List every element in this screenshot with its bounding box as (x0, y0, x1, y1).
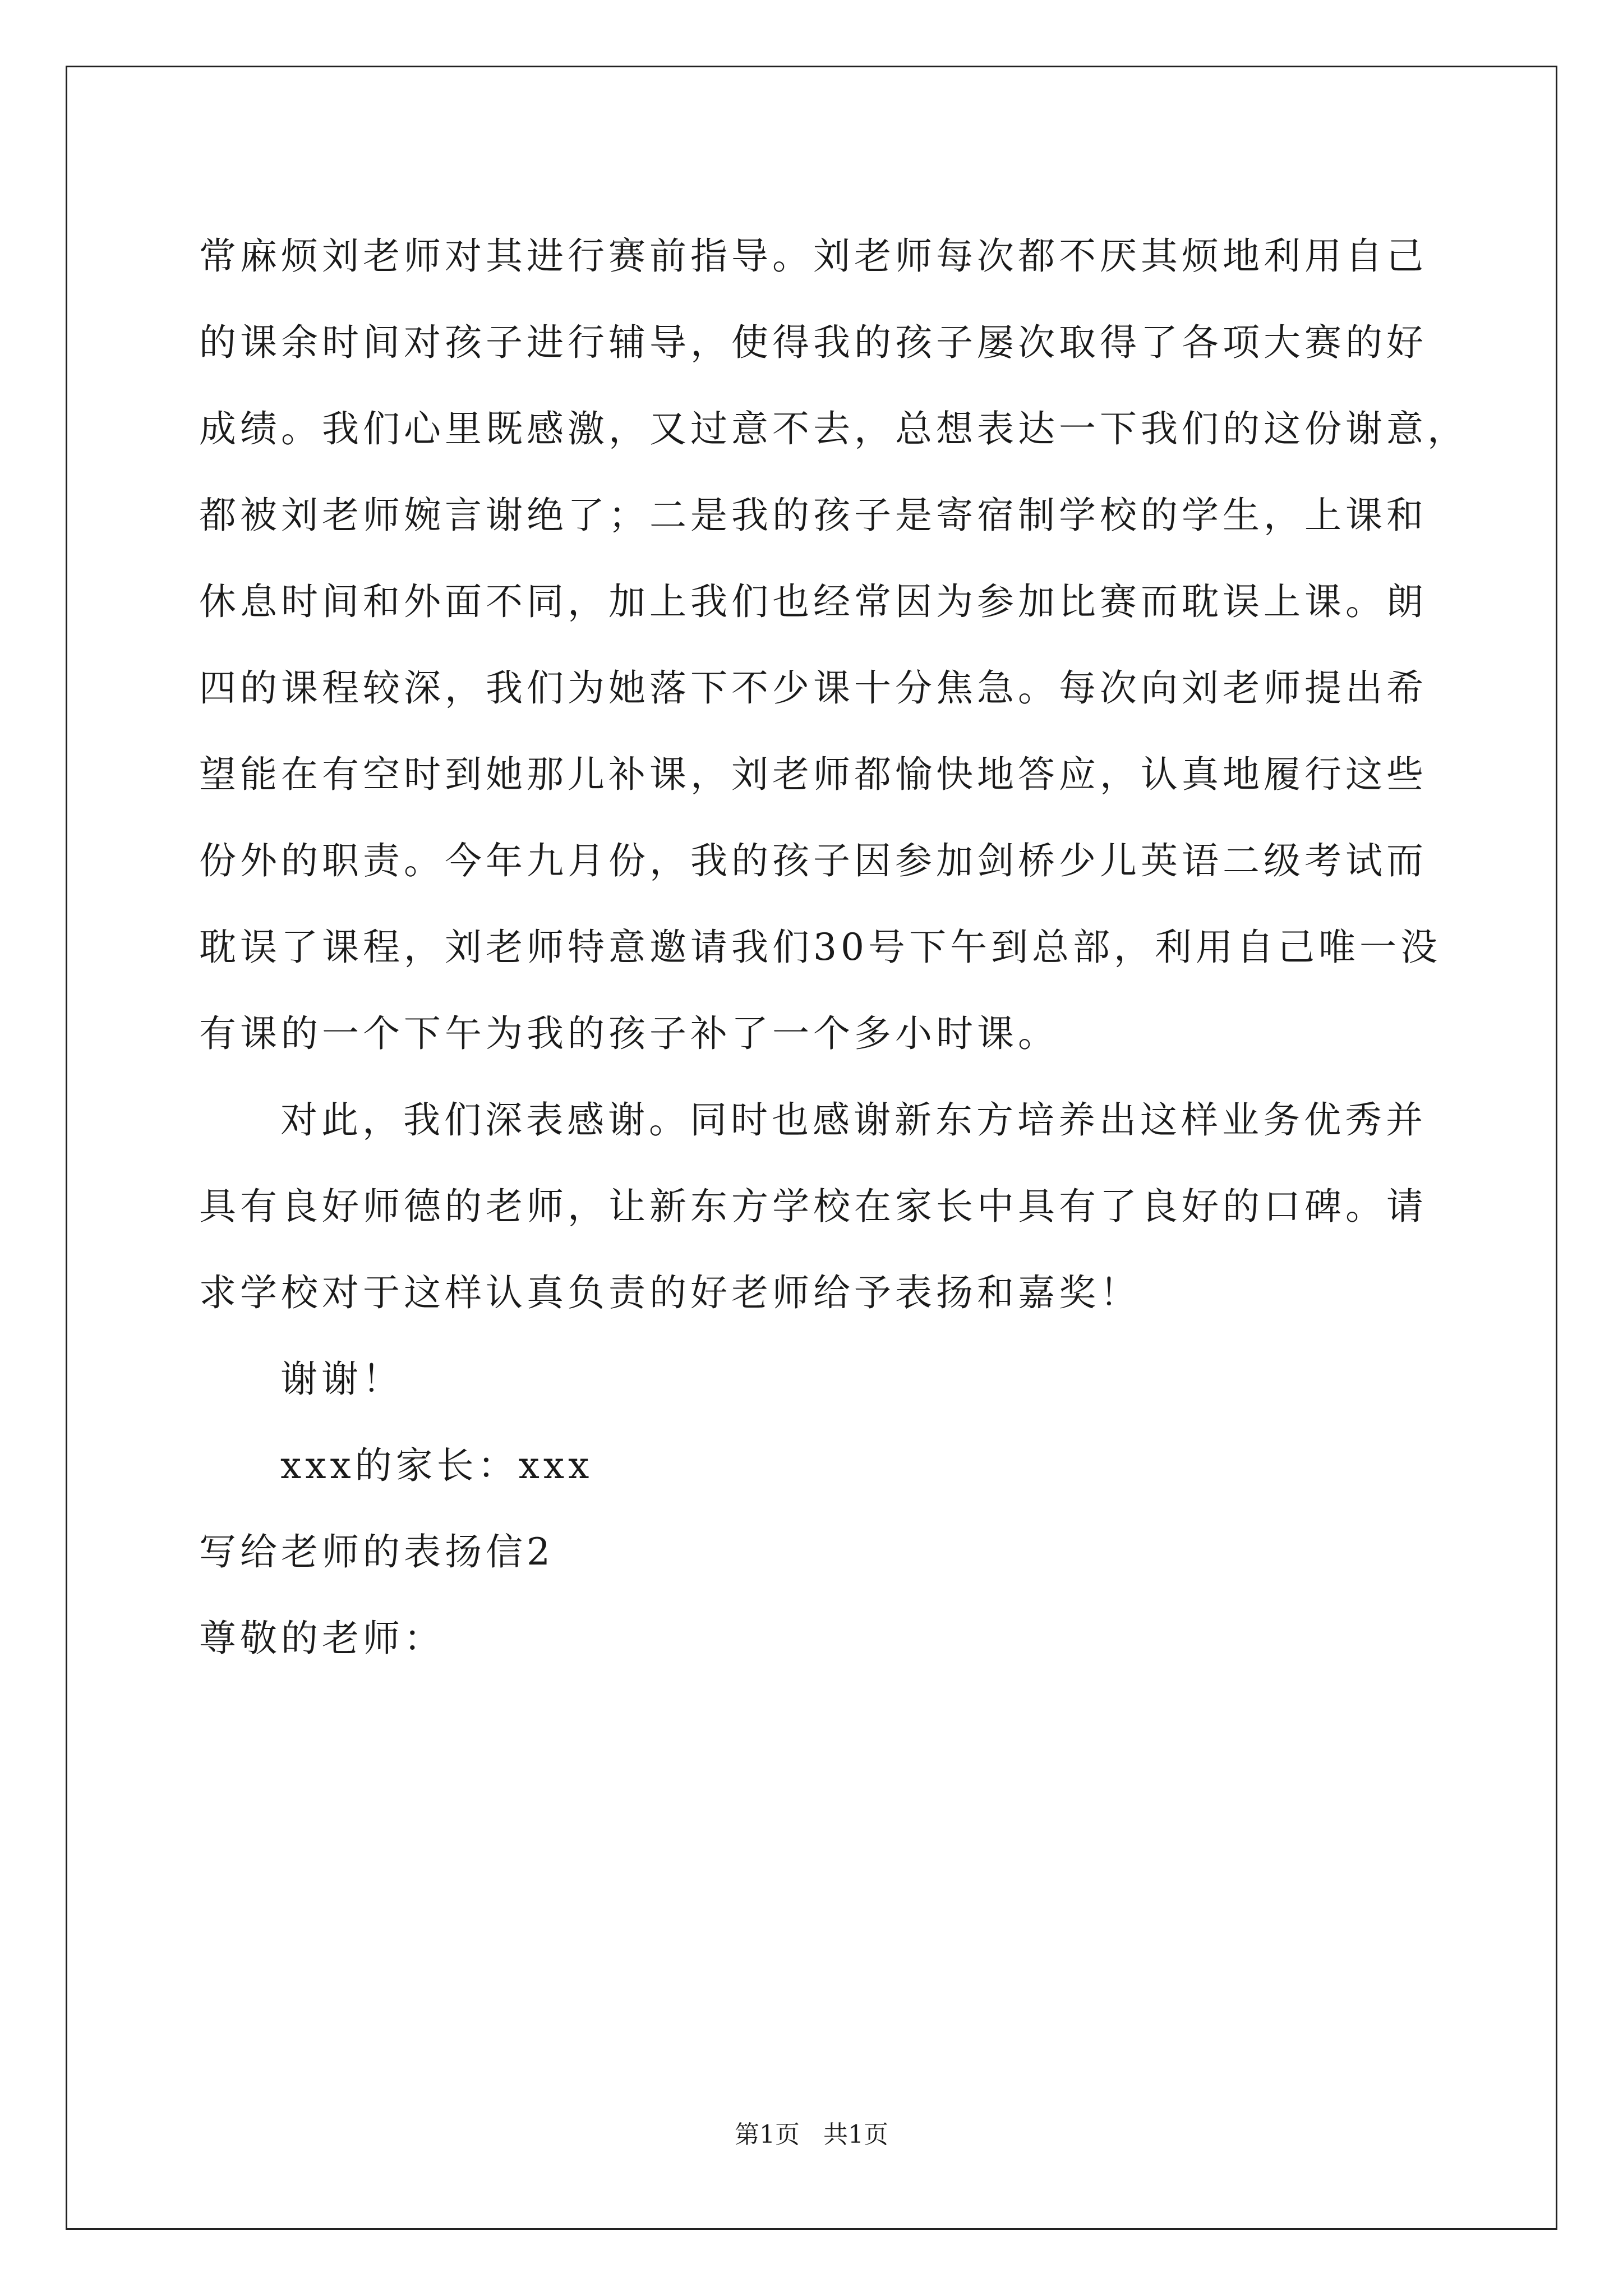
text-line: 写给老师的表扬信2 (199, 1530, 554, 1573)
text-line: 有课的一个下午为我的孩子补了一个多小时课。 (199, 1012, 1059, 1055)
text-line: 具有良好师德的老师，让新东方学校在家长中具有了良好的口碑。请 (199, 1185, 1427, 1228)
text-line: 成绩。我们心里既感激，又过意不去，总想表达一下我们的这份谢意， (199, 407, 1468, 450)
text-line: 都被刘老师婉言谢绝了；二是我的孩子是寄宿制学校的学生，上课和 (199, 494, 1427, 537)
page-frame (66, 66, 1557, 2230)
text-line: 求学校对于这样认真负责的好老师给予表扬和嘉奖！ (199, 1271, 1141, 1314)
text-line: 常麻烦刘老师对其进行赛前指导。刘老师每次都不厌其烦地利用自己 (199, 234, 1427, 278)
text-line: xxx的家长：xxx (280, 1444, 593, 1487)
text-line: 四的课程较深，我们为她落下不少课十分焦急。每次向刘老师提出希 (199, 666, 1427, 710)
page-footer: 第1页 共1页 (735, 2120, 888, 2149)
text-line: 的课余时间对孩子进行辅导，使得我的孩子屡次取得了各项大赛的好 (199, 321, 1427, 364)
text-line: 望能在有空时到她那儿补课，刘老师都愉快地答应，认真地履行这些 (199, 753, 1427, 796)
text-line: 谢谢！ (280, 1358, 403, 1401)
text-line: 休息时间和外面不同，加上我们也经常因为参加比赛而耽误上课。朗 (199, 580, 1427, 623)
text-line: 尊敬的老师： (199, 1617, 445, 1660)
text-line: 耽误了课程，刘老师特意邀请我们30号下午到总部，利用自己唯一没 (199, 926, 1441, 969)
text-line: 份外的职责。今年九月份，我的孩子因参加剑桥少儿英语二级考试而 (199, 839, 1427, 882)
text-line: 对此，我们深表感谢。同时也感谢新东方培养出这样业务优秀并 (280, 1098, 1427, 1142)
